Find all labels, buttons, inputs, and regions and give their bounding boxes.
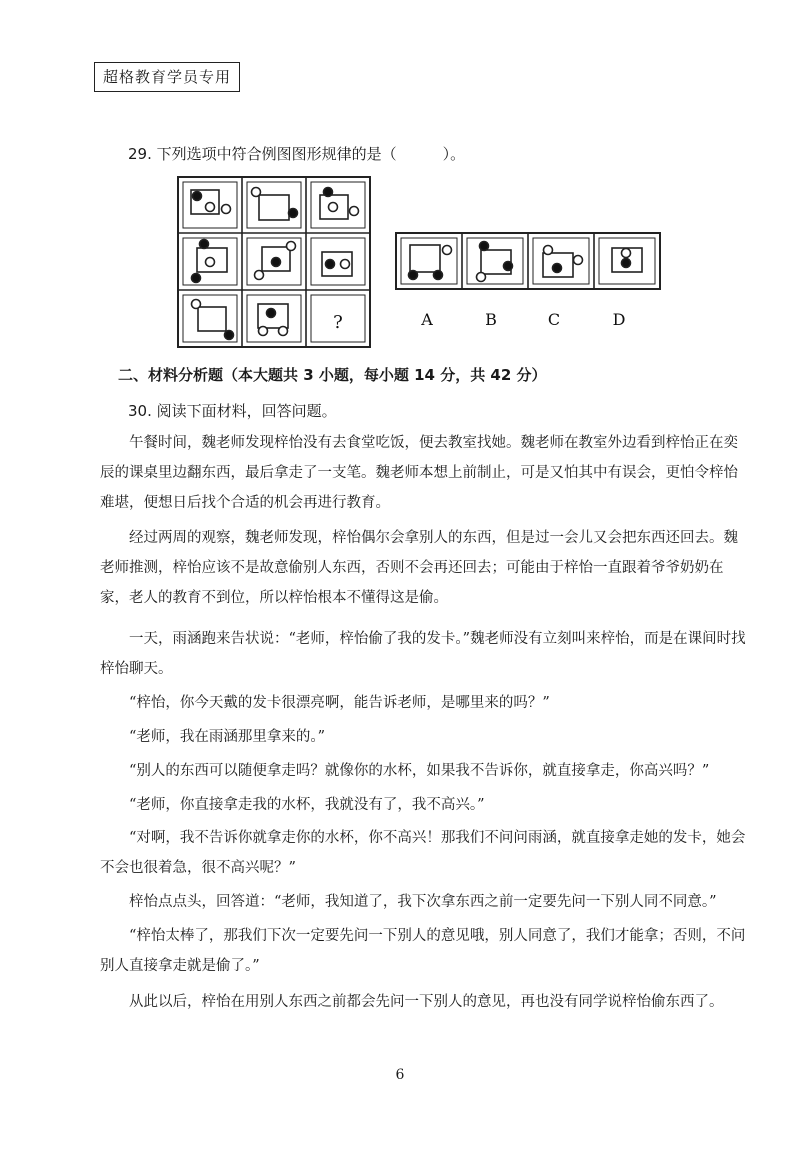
option-c-figure — [543, 246, 583, 278]
option-b-figure — [477, 242, 513, 282]
figure-reasoning-puzzle — [0, 0, 800, 360]
cell-1-1 — [191, 190, 231, 214]
paragraph-7: “老师，你直接拿走我的水杯，我就没有了，我不高兴。” — [129, 797, 485, 813]
paragraph-8: “对啊，我不告诉你就拿走你的水杯，你不高兴！那我们不问问雨涵，就直接拿走她的发卡，她会不会也很着急，很不高兴呢？” — [100, 830, 746, 876]
watermark-stamp: 超格教育学员专用 — [94, 62, 240, 92]
question-29-close: ）。 — [442, 145, 466, 163]
cell-2-2 — [255, 242, 296, 280]
section-title: 二、材料分析题（本大题共 3 小题，每小题 14 分，共 42 分） — [118, 366, 547, 384]
cell-1-3 — [320, 188, 359, 220]
paragraph-6: “别人的东西可以随便拿走吗？就像你的水杯，如果我不告诉你，就直接拿走，你高兴吗？” — [129, 763, 710, 779]
paragraph-11: 从此以后，梓怡在用别人东西之前都会先问一下别人的意见，再也没有同学说梓怡偷东西了。 — [129, 994, 724, 1010]
option-c-label: C — [547, 310, 561, 329]
cell-3-1 — [192, 300, 234, 340]
option-d-label: D — [612, 310, 626, 329]
cell-3-2 — [258, 304, 288, 336]
cell-1-2 — [252, 188, 298, 221]
option-b-label: B — [485, 310, 497, 329]
cell-2-1 — [192, 240, 228, 283]
option-a-label: A — [421, 310, 433, 329]
cell-2-3 — [322, 252, 352, 276]
question-29-text: 29. 下列选项中符合例图图形规律的是（ — [128, 145, 397, 163]
paragraph-2: 经过两周的观察，魏老师发现，梓怡偶尔会拿别人的东西，但是过一会儿又会把东西还回去。魏老师推测，梓怡应该不是故意偷别人东西，否则不会再还回去；可能由于梓怡一直跟着爷爷奶奶在家，老人的教育不到位，所以梓怡根本不懂得这是偷。 — [100, 530, 738, 606]
paragraph-5: “老师，我在雨涵那里拿来的。” — [129, 729, 326, 745]
paragraph-10: “梓怡太棒了，那我们下次一定要先问一下别人的意见哦，别人同意了，我们才能拿；否则，不问别人直接拿走就是偷了。” — [100, 928, 746, 974]
option-frames — [396, 233, 660, 289]
paragraph-4: “梓怡，你今天戴的发卡很漂亮啊，能告诉老师，是哪里来的吗？” — [129, 695, 550, 711]
option-a-figure — [409, 245, 452, 280]
paragraph-9: 梓怡点点头，回答道：“老师，我知道了，我下次拿东西之前一定要先问一下别人同不同意。” — [129, 894, 717, 910]
question-30-title: 30. 阅读下面材料，回答问题。 — [128, 402, 337, 420]
missing-cell-question-mark: ? — [333, 312, 343, 333]
paragraph-1: 午餐时间，魏老师发现梓怡没有去食堂吃饭，便去教室找她。魏老师在教室外边看到梓怡正在奕辰的课桌里边翻东西，最后拿走了一支笔。魏老师本想上前制止，可是又怕其中有误会，更怕令梓怡难堪，便想日后找个合适的机会再进行教育。 — [100, 435, 738, 511]
option-d-figure — [612, 248, 642, 272]
page-number: 6 — [395, 1067, 405, 1083]
paragraph-3: 一天，雨涵跑来告状说：“老师，梓怡偷了我的发卡。”魏老师没有立刻叫来梓怡，而是在课间时找梓怡聊天。 — [100, 631, 746, 677]
